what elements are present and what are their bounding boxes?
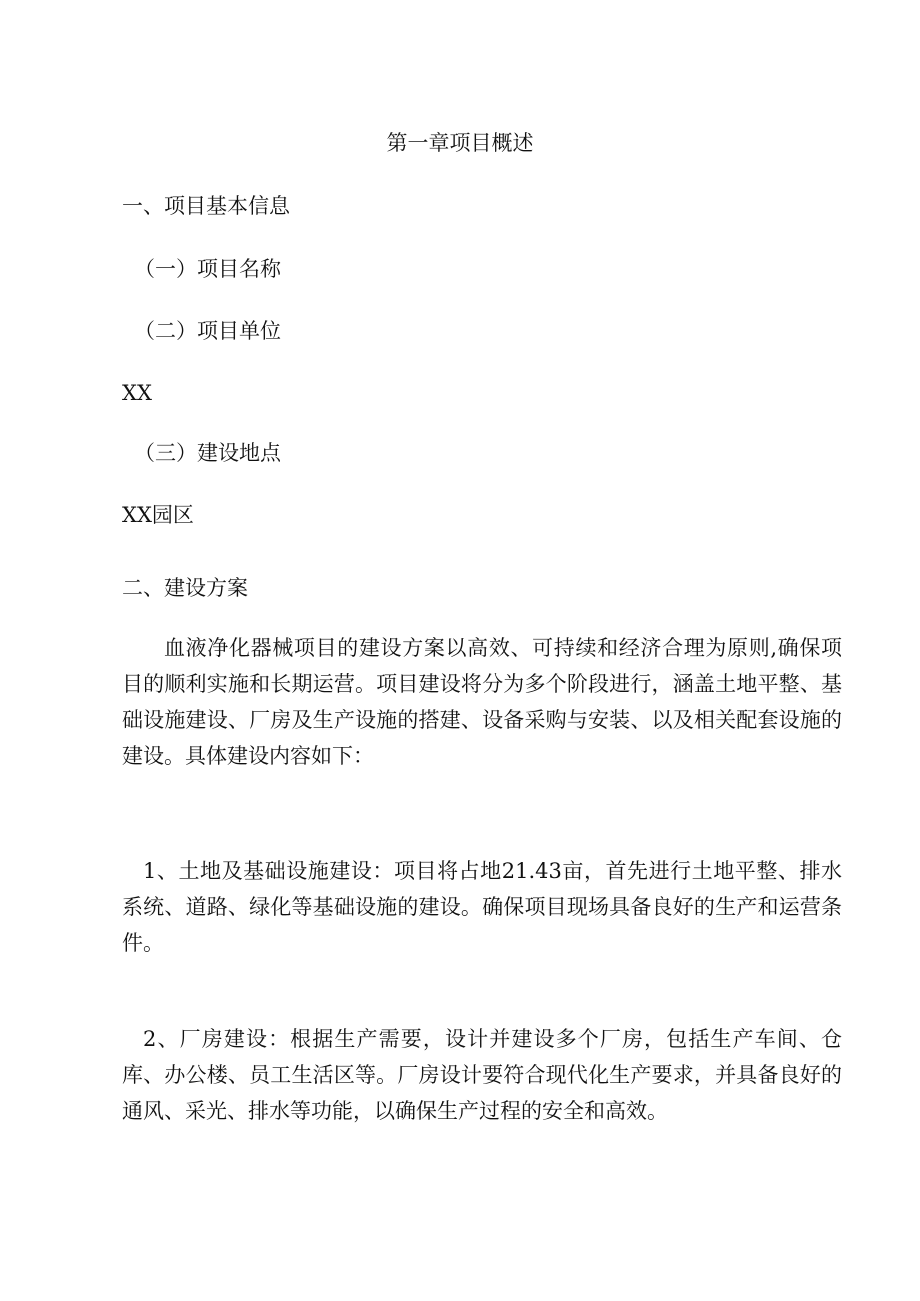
- chapter-title: 第一章项目概述: [386, 131, 534, 155]
- section-heading-basic-info: 一、项目基本信息: [122, 194, 290, 218]
- project-unit-value: XX: [122, 381, 152, 405]
- paragraph-item-1-land-infrastructure: 1、土地及基础设施建设：项目将占地21.43亩，首先进行土地平整、排水系统、道路、绿化等基础设施的建设。确保项目现场具备良好的生产和运营条件。: [122, 859, 842, 955]
- paragraph-item-2-plant-construction: 2、厂房建设：根据生产需要，设计并建设多个厂房，包括生产车间、仓库、办公楼、员工生活区等。厂房设计要符合现代化生产要求，并具备良好的通风、采光、排水等功能，以确保生产过程的安全和高效。: [122, 1027, 842, 1123]
- subsection-heading-project-name: （一）项目名称: [134, 257, 281, 281]
- location-value: XX园区: [122, 503, 194, 527]
- subsection-heading-project-unit: （二）项目单位: [134, 319, 281, 343]
- subsection-heading-location: （三）建设地点: [134, 441, 281, 465]
- paragraph-construction-intro: 血液净化器械项目的建设方案以高效、可持续和经济合理为原则,确保项目的顺利实施和长期运营。项目建设将分为多个阶段进行，涵盖土地平整、基础设施建设、厂房及生产设施的搭建、设备采购与安装、以及相关配套设施的建设。具体建设内容如下：: [122, 636, 842, 768]
- section-heading-construction-plan: 二、建设方案: [122, 576, 248, 600]
